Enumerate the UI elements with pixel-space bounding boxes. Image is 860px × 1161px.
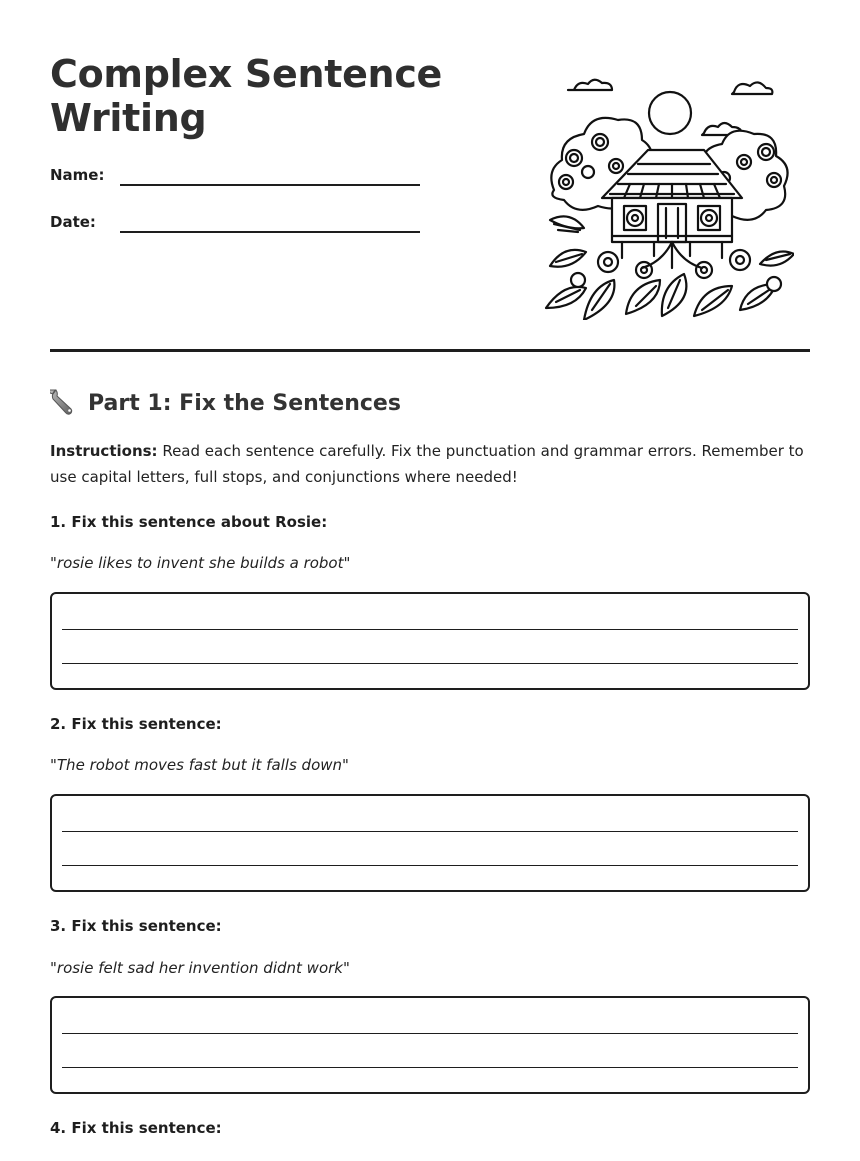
question-sentence: "rosie felt sad her invention didnt work" bbox=[50, 959, 350, 977]
worksheet-page bbox=[50, 0, 810, 1137]
answer-line bbox=[62, 663, 798, 664]
part1-heading bbox=[50, 388, 401, 418]
answer-box[interactable] bbox=[50, 592, 810, 690]
question-label: 3. Fix this sentence: bbox=[50, 917, 222, 935]
answer-box[interactable] bbox=[50, 794, 810, 892]
question-label: 1. Fix this sentence about Rosie: bbox=[50, 513, 328, 531]
answer-line bbox=[62, 629, 798, 630]
answer-line bbox=[62, 831, 798, 832]
question-sentence: "The robot moves fast but it falls down" bbox=[50, 756, 349, 774]
answer-box[interactable] bbox=[50, 996, 810, 1094]
date-field bbox=[50, 213, 420, 243]
answer-line bbox=[62, 1067, 798, 1068]
name-field bbox=[50, 166, 420, 196]
worksheet-header bbox=[50, 0, 810, 416]
answer-line bbox=[62, 865, 798, 866]
instructions-text: Read each sentence carefully. Fix the punctuation and grammar errors. Remember to use capital letters, full stops, and conjunctions where needed! bbox=[50, 442, 804, 486]
part1-title: Part 1: Fix the Sentences bbox=[88, 390, 401, 416]
question-label: 2. Fix this sentence: bbox=[50, 715, 222, 733]
question-label: 4. Fix this sentence: bbox=[50, 1119, 222, 1137]
tropical-hut-illustration-icon bbox=[544, 70, 794, 320]
date-write-line bbox=[120, 231, 420, 233]
answer-line bbox=[62, 1033, 798, 1034]
date-label: Date: bbox=[50, 213, 96, 231]
instructions bbox=[50, 438, 810, 490]
header-divider bbox=[50, 349, 810, 352]
wrench-icon bbox=[50, 388, 80, 418]
name-write-line bbox=[120, 184, 420, 186]
page-title: Complex Sentence Writing bbox=[50, 52, 443, 140]
question-sentence: "rosie likes to invent she builds a robot" bbox=[50, 554, 351, 572]
instructions-label: Instructions: bbox=[50, 442, 158, 460]
name-label: Name: bbox=[50, 166, 105, 184]
